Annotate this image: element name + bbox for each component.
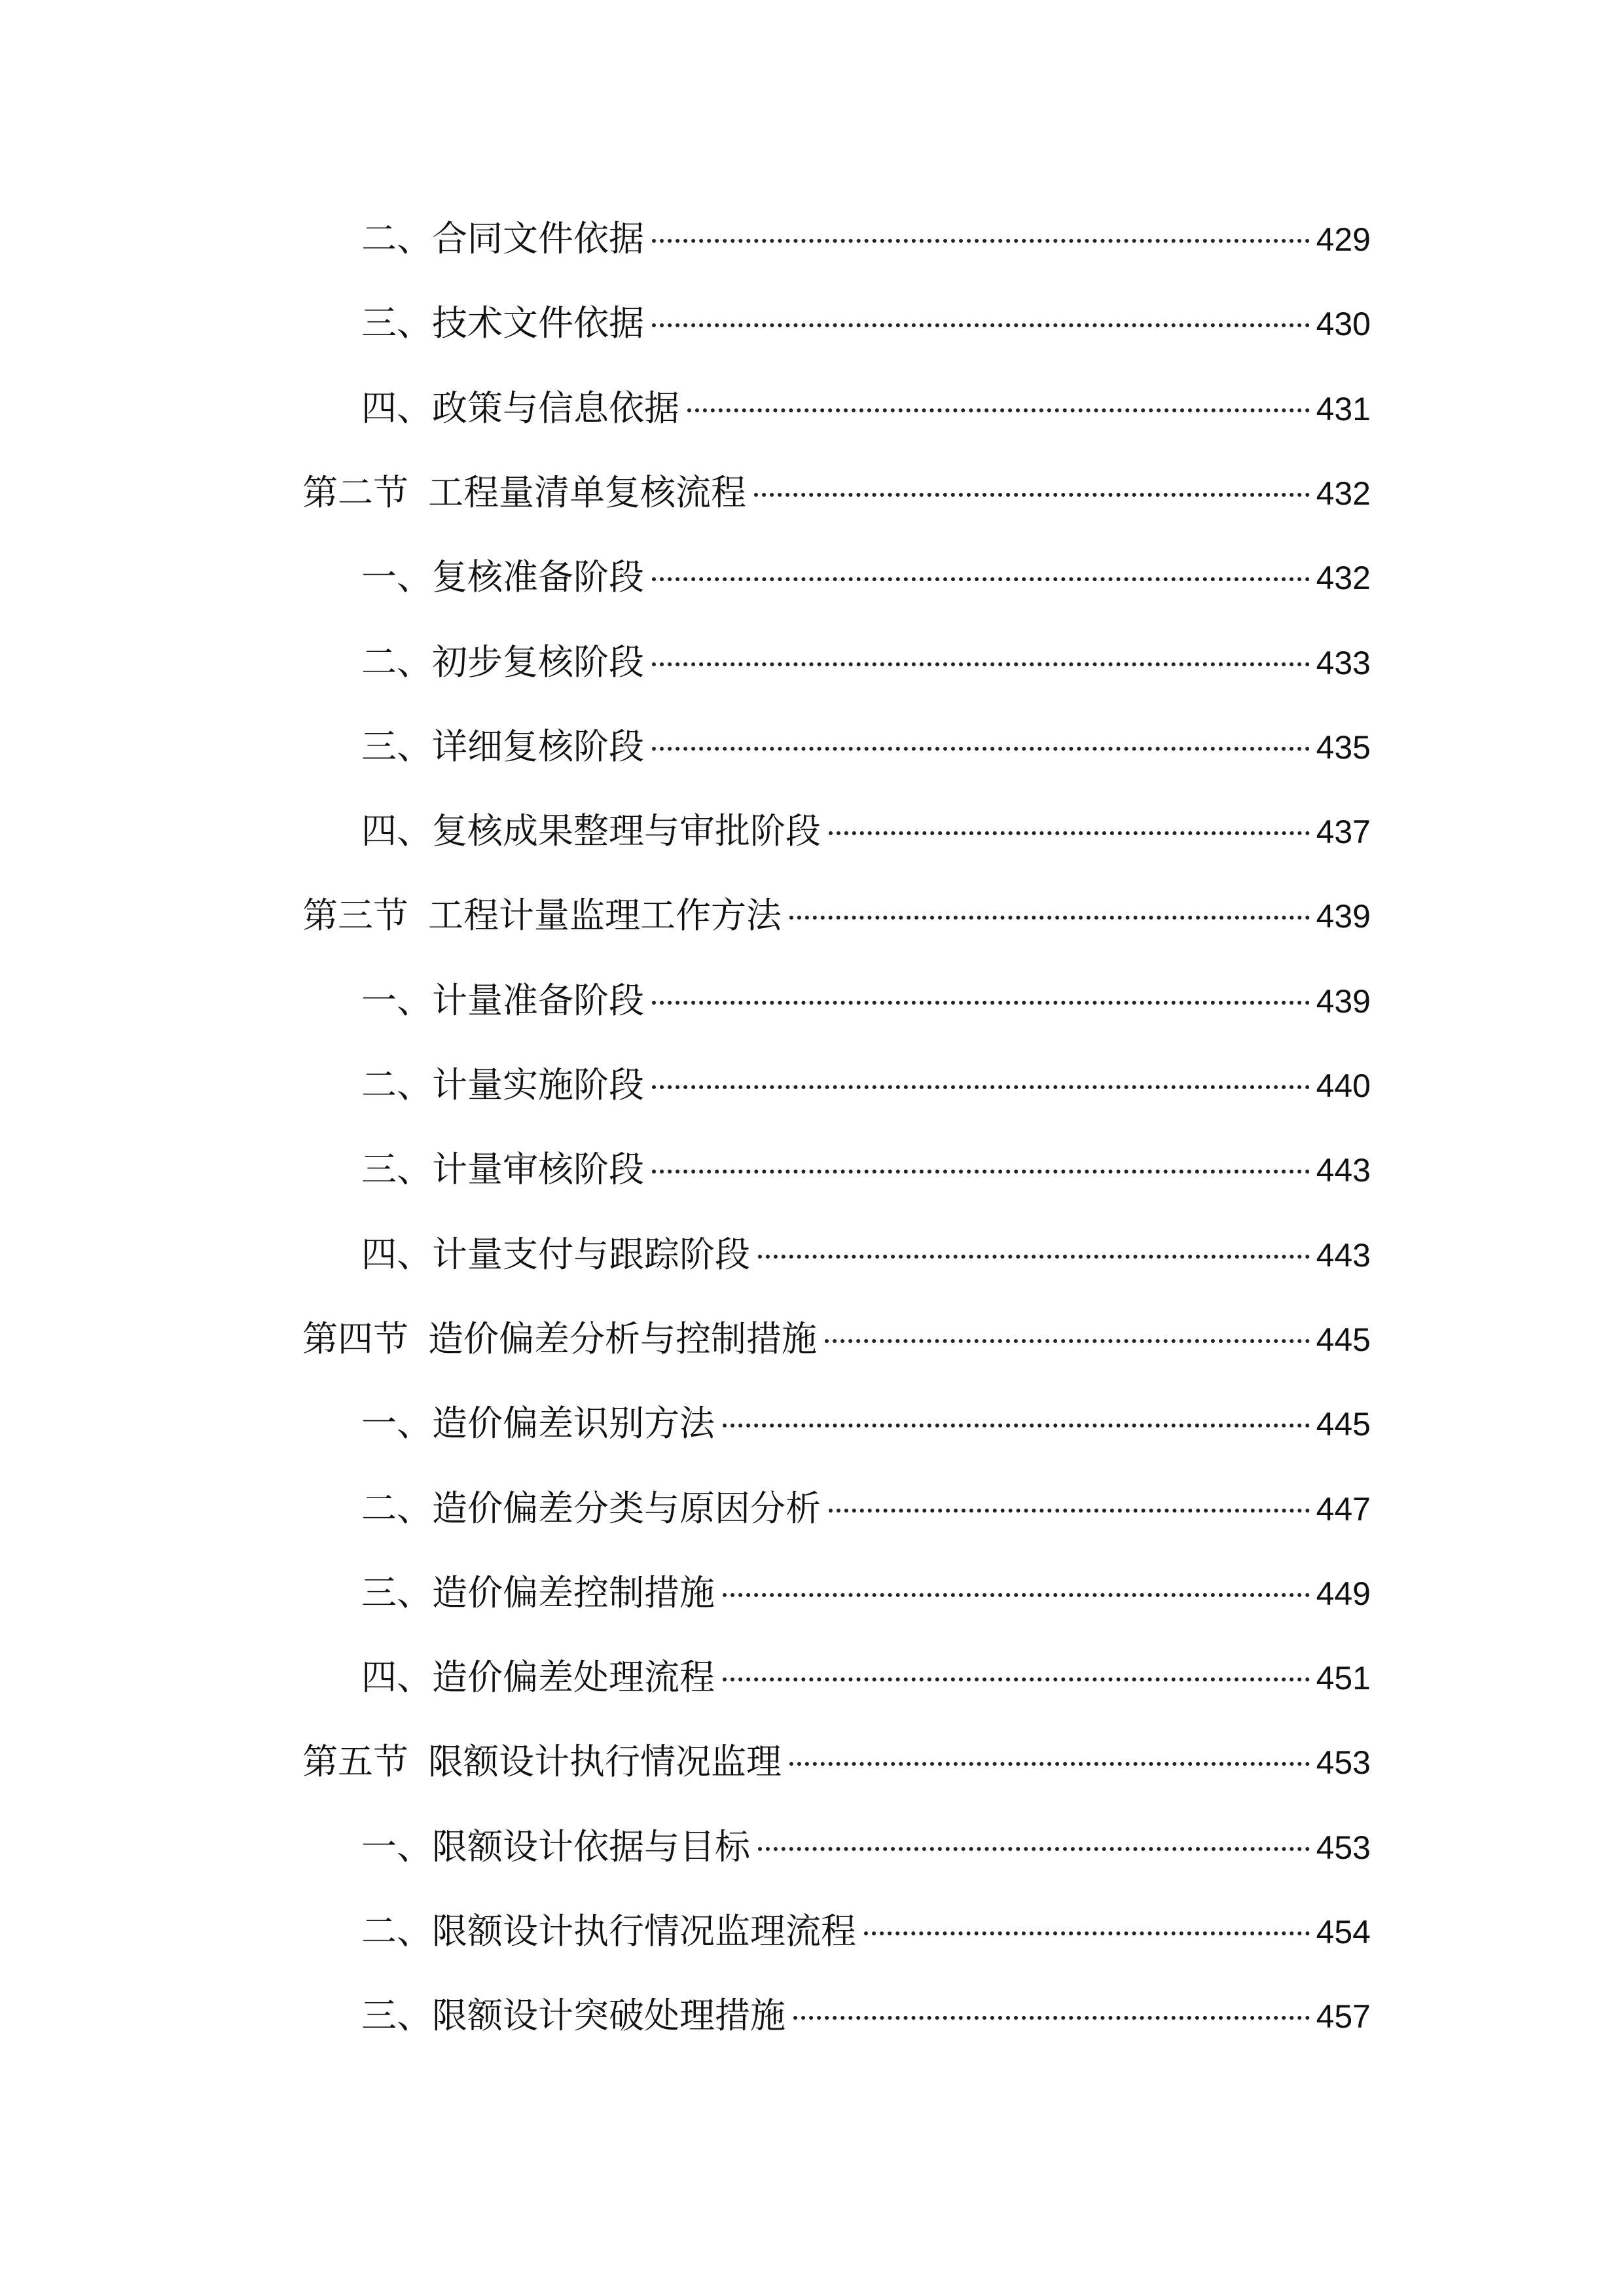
toc-entry-title: 造价偏差控制措施 — [432, 1571, 715, 1613]
dot-leader — [652, 577, 1310, 581]
toc-item-entry[interactable] — [361, 548, 1371, 607]
toc-entry-label — [302, 463, 746, 522]
toc-entry-page-number: 445 — [1316, 1321, 1371, 1358]
toc-entry-number: 三、 — [361, 1149, 432, 1191]
toc-entry-title: 复核准备阶段 — [432, 556, 644, 598]
toc-entry-title: 造价偏差处理流程 — [432, 1657, 715, 1698]
toc-entry-title: 复核成果整理与审批阶段 — [432, 810, 821, 852]
toc-item-entry[interactable] — [361, 1394, 1371, 1453]
toc-entry-page-number: 432 — [1316, 560, 1371, 597]
toc-entry-label — [361, 1902, 856, 1961]
toc-item-entry[interactable] — [361, 633, 1371, 692]
toc-entry-page-number: 440 — [1316, 1067, 1371, 1104]
toc-item-entry[interactable] — [361, 1818, 1371, 1876]
toc-entry-title: 计量审核阶段 — [432, 1149, 644, 1191]
toc-entry-number: 四、 — [361, 1657, 432, 1698]
toc-entry-title: 计量实施阶段 — [432, 1064, 644, 1105]
toc-entry-page-number: 429 — [1316, 221, 1371, 258]
toc-entry-label — [302, 1310, 817, 1369]
toc-entry-page-number: 439 — [1316, 982, 1371, 1020]
dot-leader — [754, 493, 1310, 497]
toc-entry-label — [361, 548, 644, 607]
dot-leader — [723, 1593, 1310, 1597]
dot-leader — [829, 1509, 1310, 1513]
toc-entry-number: 第二节 — [302, 471, 408, 513]
toc-entry-label — [361, 1986, 785, 2045]
toc-entry-title: 政策与信息依据 — [432, 387, 679, 429]
toc-entry-number: 四、 — [361, 810, 432, 852]
dot-leader — [652, 747, 1310, 751]
toc-entry-title: 限额设计突破处理措施 — [432, 1995, 785, 2037]
toc-item-entry[interactable] — [361, 971, 1371, 1030]
toc-entry-title: 造价偏差识别方法 — [432, 1403, 715, 1444]
dot-leader — [652, 1085, 1310, 1089]
toc-entry-page-number: 430 — [1316, 306, 1371, 343]
toc-item-entry[interactable] — [361, 1564, 1371, 1623]
toc-entry-title: 限额设计依据与目标 — [432, 1825, 750, 1867]
toc-item-entry[interactable] — [361, 1902, 1371, 1961]
toc-section-entry[interactable] — [302, 1310, 1371, 1369]
toc-section-entry[interactable] — [302, 1732, 1371, 1791]
toc-entry-title: 造价偏差分类与原因分析 — [432, 1487, 821, 1529]
toc-item-entry[interactable] — [361, 209, 1371, 268]
toc-entry-number: 第四节 — [302, 1318, 408, 1359]
toc-entry-label — [361, 802, 821, 861]
toc-entry-title: 合同文件依据 — [432, 218, 644, 259]
toc-entry-number: 四、 — [361, 1233, 432, 1275]
dot-leader — [652, 1001, 1310, 1005]
toc-entry-page-number: 443 — [1316, 1152, 1371, 1189]
toc-entry-number: 二、 — [361, 1487, 432, 1529]
toc-item-entry[interactable] — [361, 1056, 1371, 1115]
toc-item-entry[interactable] — [361, 1140, 1371, 1199]
toc-entry-number: 一、 — [361, 1825, 432, 1867]
dot-leader — [652, 239, 1310, 243]
toc-entry-number: 一、 — [361, 979, 432, 1021]
toc-entry-label — [302, 886, 782, 945]
dot-leader — [789, 1762, 1310, 1766]
toc-entry-label — [361, 1394, 715, 1453]
toc-entry-label — [361, 1818, 750, 1876]
toc-entry-page-number: 431 — [1316, 390, 1371, 427]
toc-entry-page-number: 432 — [1316, 475, 1371, 512]
toc-entry-number: 三、 — [361, 725, 432, 767]
toc-item-entry[interactable] — [361, 1479, 1371, 1538]
dot-leader — [789, 916, 1310, 920]
toc-item-entry[interactable] — [361, 1986, 1371, 2045]
toc-entry-label — [361, 1225, 750, 1284]
toc-item-entry[interactable] — [361, 802, 1371, 861]
dot-leader — [758, 1255, 1310, 1259]
toc-entry-label — [361, 971, 644, 1030]
toc-entry-number: 二、 — [361, 1064, 432, 1105]
toc-entry-number: 二、 — [361, 641, 432, 683]
toc-entry-label — [361, 1479, 821, 1538]
toc-entry-number: 第五节 — [302, 1741, 408, 1783]
toc-entry-page-number: 453 — [1316, 1829, 1371, 1866]
dot-leader — [825, 1339, 1310, 1343]
toc-entry-page-number: 443 — [1316, 1236, 1371, 1274]
dot-leader — [652, 323, 1310, 327]
toc-entry-title: 工程计量监理工作方法 — [428, 895, 782, 937]
toc-entry-label — [361, 1564, 715, 1623]
toc-item-entry[interactable] — [361, 1648, 1371, 1707]
toc-entry-page-number: 454 — [1316, 1914, 1371, 1950]
toc-entry-page-number: 439 — [1316, 898, 1371, 935]
toc-entry-page-number: 435 — [1316, 728, 1371, 766]
toc-entry-page-number: 437 — [1316, 814, 1371, 851]
toc-entry-number: 三、 — [361, 1571, 432, 1613]
toc-entry-label — [361, 1056, 644, 1115]
toc-entry-label — [361, 1648, 715, 1707]
toc-entry-page-number: 451 — [1316, 1660, 1371, 1697]
toc-entry-label — [361, 1140, 644, 1199]
toc-entry-title: 限额设计执行情况监理流程 — [432, 1910, 856, 1952]
toc-entry-number: 三、 — [361, 302, 432, 344]
toc-entry-title: 限额设计执行情况监理 — [428, 1741, 782, 1783]
toc-entry-number: 三、 — [361, 1995, 432, 2037]
dot-leader — [829, 831, 1310, 835]
toc-entry-page-number: 433 — [1316, 644, 1371, 681]
toc-entry-number: 第三节 — [302, 895, 408, 937]
toc-section-entry[interactable] — [302, 463, 1371, 522]
toc-item-entry[interactable] — [361, 379, 1371, 438]
toc-entry-page-number: 447 — [1316, 1490, 1371, 1528]
dot-leader — [652, 1170, 1310, 1174]
dot-leader — [687, 408, 1310, 412]
dot-leader — [758, 1847, 1310, 1851]
toc-section-entry[interactable] — [302, 886, 1371, 945]
toc-item-entry[interactable] — [361, 717, 1371, 776]
toc-entry-title: 初步复核阶段 — [432, 641, 644, 683]
toc-item-entry[interactable] — [361, 1225, 1371, 1284]
dot-leader — [723, 1677, 1310, 1681]
toc-entry-label — [361, 294, 644, 353]
toc-item-entry[interactable] — [361, 294, 1371, 353]
toc-entry-page-number: 449 — [1316, 1575, 1371, 1612]
dot-leader — [723, 1424, 1310, 1427]
toc-entry-number: 四、 — [361, 387, 432, 429]
toc-entry-title: 详细复核阶段 — [432, 725, 644, 767]
toc-entry-page-number: 457 — [1316, 1998, 1371, 2036]
toc-entry-number: 二、 — [361, 218, 432, 259]
toc-entry-number: 一、 — [361, 556, 432, 598]
toc-entry-label — [361, 633, 644, 692]
toc-entry-page-number: 453 — [1316, 1744, 1371, 1782]
toc-entry-number: 一、 — [361, 1403, 432, 1444]
toc-entry-title: 工程量清单复核流程 — [428, 471, 746, 513]
toc-entry-title: 计量准备阶段 — [432, 979, 644, 1021]
dot-leader — [652, 662, 1310, 666]
toc-entry-label — [302, 1732, 782, 1791]
toc-entry-label — [361, 379, 679, 438]
toc-entry-number: 二、 — [361, 1910, 432, 1952]
dot-leader — [864, 1931, 1310, 1935]
toc-entry-label — [361, 717, 644, 776]
dot-leader — [793, 2016, 1310, 2020]
toc-entry-title: 计量支付与跟踪阶段 — [432, 1233, 750, 1275]
toc-entry-page-number: 445 — [1316, 1406, 1371, 1443]
toc-entry-title: 造价偏差分析与控制措施 — [428, 1318, 817, 1359]
toc-entry-label — [361, 209, 644, 268]
toc-entry-title: 技术文件依据 — [432, 302, 644, 344]
